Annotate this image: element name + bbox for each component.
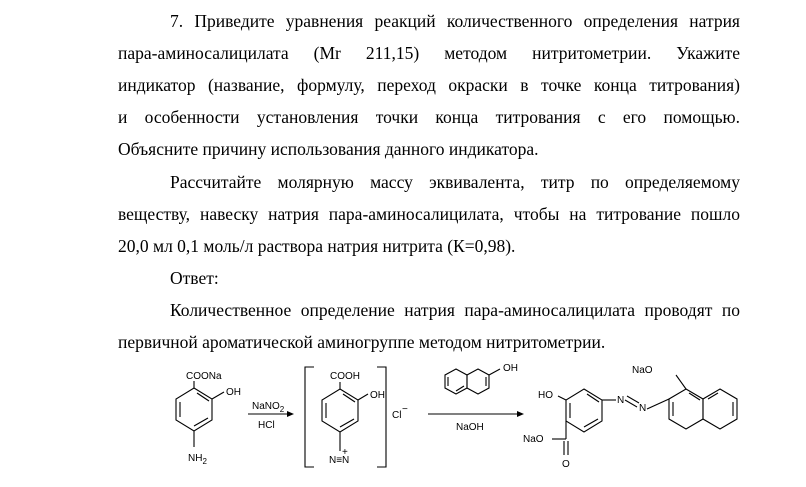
answer-block: [118, 262, 740, 358]
carbonyl-o-label: O: [562, 459, 570, 470]
product-nao-left-label: NaO: [523, 434, 544, 445]
question-line-1: 7. Приведите уравнения реакций количественного определения натрия: [170, 11, 740, 31]
coona-label: COONa: [186, 371, 222, 382]
arrow-nitrosation: [248, 401, 294, 431]
task-line-2: веществу, навеску натрия пара-аминосалицилата, чтобы на титрование пошло: [118, 204, 740, 224]
diazonium-structure: [305, 367, 408, 467]
question-line-4: и особенности установления точки конца титрования с его помощью.: [118, 107, 740, 127]
chloride-label: Cl: [392, 410, 402, 421]
chloride-charge: −: [402, 404, 408, 415]
question-line-3: индикатор (название, формулу, переход окраски в точке конца титрования): [118, 75, 740, 95]
azo-n1-label: N: [617, 395, 625, 406]
nh2-label: [188, 453, 207, 466]
naphthol-oh-label: OH: [503, 363, 518, 374]
reaction-scheme: [0, 355, 806, 485]
arrow-azo-coupling: [428, 363, 524, 433]
diazo-group-label: N≡N: [329, 455, 350, 466]
naphthalene-ring-2: [703, 389, 737, 429]
nano2-subscript: 2: [279, 405, 285, 414]
task-paragraph: [118, 166, 740, 262]
left-bracket: [305, 367, 314, 467]
answer-line-1: Количественное определение натрия пара-аминосалицилата проводят по: [170, 300, 740, 320]
product-nao-top-label: NaO: [632, 365, 653, 376]
azo-n2-label: N: [639, 403, 647, 414]
benzene-ring-reactant: [176, 388, 212, 431]
nh-text: NH: [188, 453, 203, 464]
cooh-label: COOH: [330, 371, 360, 382]
product-structure: [523, 365, 737, 470]
diazo-plus-charge: +: [342, 447, 348, 458]
question-paragraph: [118, 5, 740, 165]
hcl-label: HCl: [258, 420, 275, 431]
question-line-2: пара-аминосалицилата (Mr 211,15) методом нитритометрии. Укажите: [118, 43, 740, 63]
naphthalene-ring-1: [669, 389, 703, 429]
nh2-subscript: 2: [202, 457, 207, 466]
answer-label: Ответ:: [170, 268, 219, 288]
answer-line-2: первичной ароматической аминогруппе методом нитритометрии.: [118, 332, 606, 352]
nano-text: NaNO: [252, 401, 280, 412]
task-line-3: 20,0 мл 0,1 моль/л раствора натрия нитрита (К=0,98).: [118, 236, 516, 256]
benzene-ring-diazonium: [322, 389, 358, 432]
product-ho-label: HO: [538, 390, 553, 401]
nano2-label: [252, 401, 285, 414]
question-line-5: Объясните причину использования данного индикатора.: [118, 139, 539, 159]
diazonium-oh-label: OH: [370, 390, 385, 401]
right-bracket: [377, 367, 386, 467]
oh-label: OH: [226, 387, 241, 398]
task-line-1: Рассчитайте молярную массу эквивалента, титр по определяемому: [170, 172, 740, 192]
naoh-label: NaOH: [456, 422, 484, 433]
benzene-ring-product: [566, 389, 602, 432]
reactant-structure: [176, 371, 241, 466]
